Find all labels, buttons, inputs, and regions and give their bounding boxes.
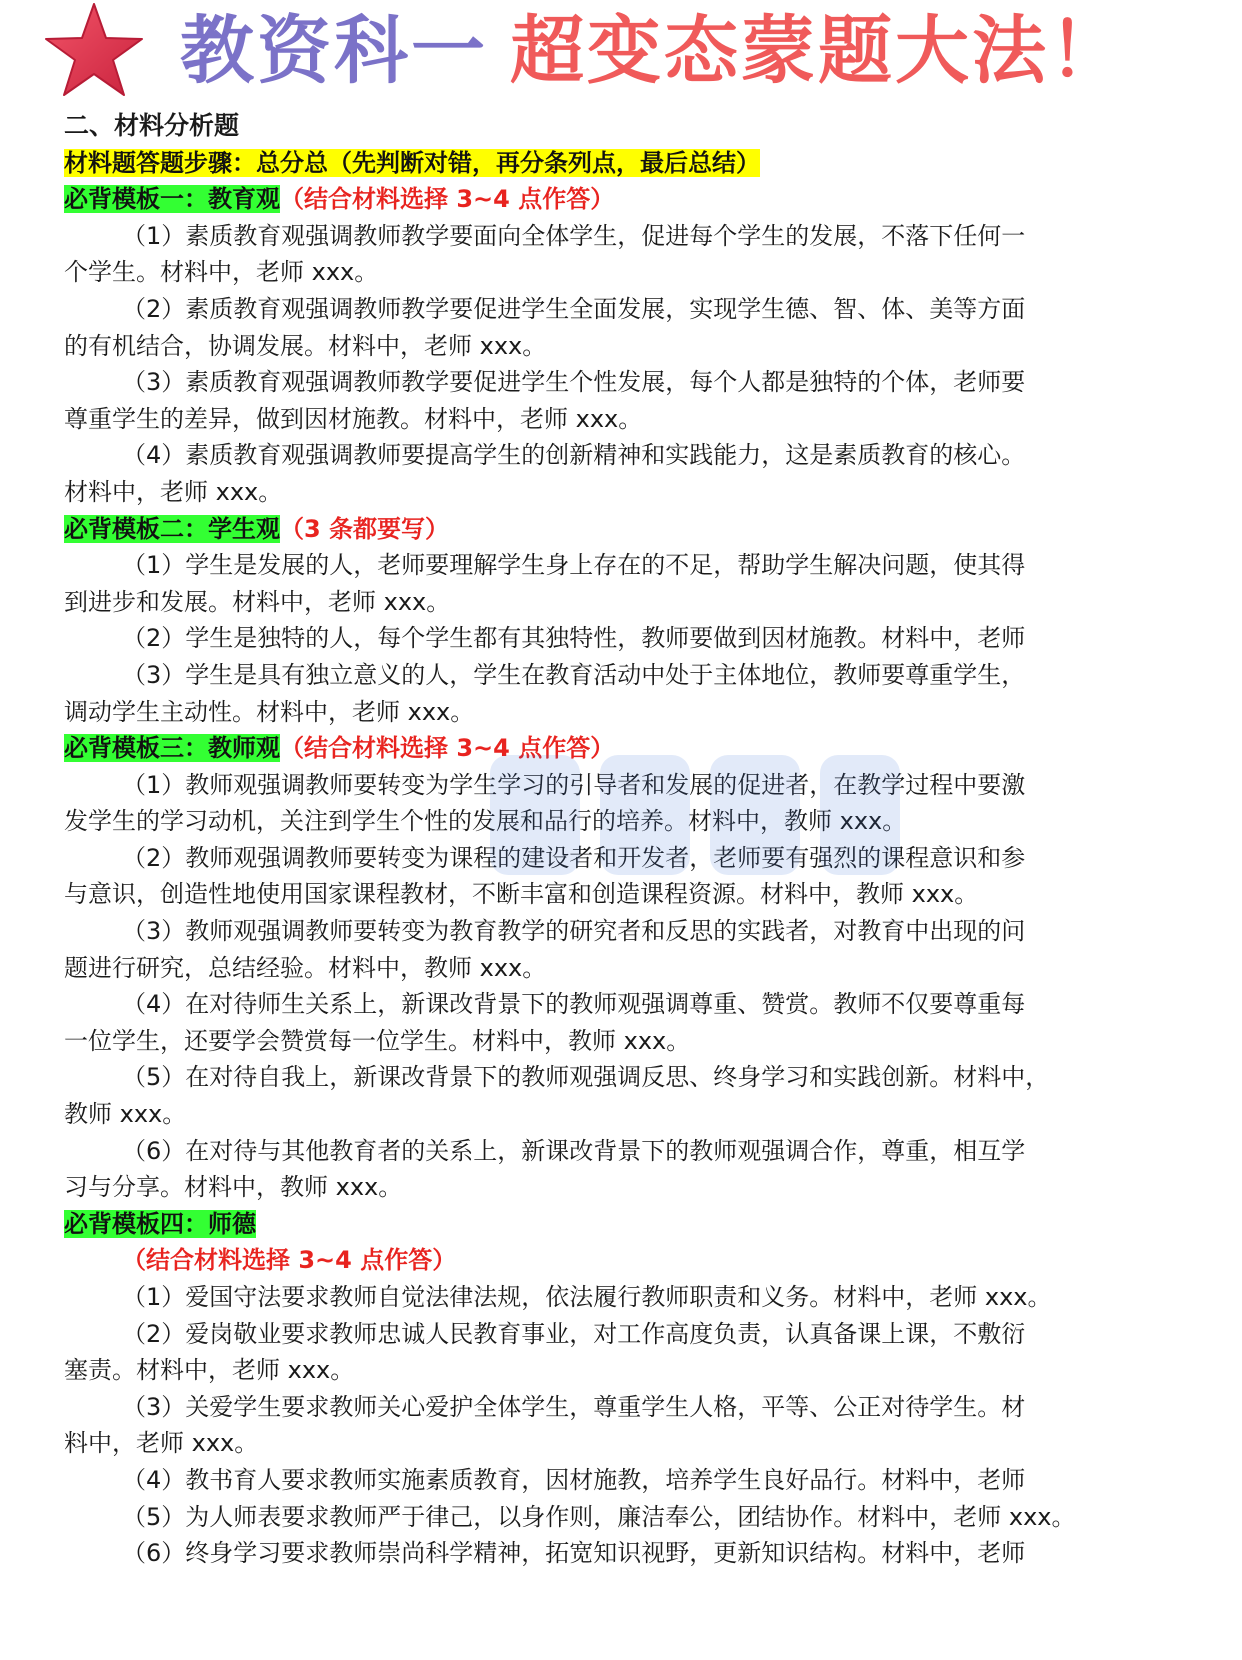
text-line: 题进行研究，总结经验。材料中，教师 xxx。: [64, 953, 547, 982]
section-heading: 二、材料分析题: [64, 111, 240, 140]
text-line: （5）在对待自我上，新课改背景下的教师观强调反思、终身学习和实践创新。材料中，: [122, 1063, 1050, 1092]
template-heading: [64, 181, 1094, 218]
template-heading: [64, 730, 1094, 767]
template-label: 必背模板二：学生观: [64, 514, 280, 543]
page-title: [180, 8, 1126, 94]
text-line: （3）学生是具有独立意义的人，学生在教育活动中处于主体地位，教师要尊重学生，: [122, 660, 1026, 689]
text-line: 的有机结合，协调发展。材料中，老师 xxx。: [64, 331, 547, 360]
text-line: （3）素质教育观强调教师教学要促进学生个性发展，每个人都是独特的个体，老师要: [122, 368, 1026, 397]
title-left: 教资科一: [180, 8, 488, 94]
template-note: （结合材料选择 3~4 点作答）: [280, 734, 615, 763]
text-line: 到进步和发展。材料中，老师 xxx。: [64, 587, 451, 616]
text-line: （1）教师观强调教师要转变为学生学习的引导者和发展的促进者，在教学过程中要激: [122, 770, 1026, 799]
title-right: 超变态蒙题大法！: [510, 8, 1126, 94]
text-line: （4）在对待师生关系上，新课改背景下的教师观强调尊重、赞赏。教师不仅要尊重每: [122, 990, 1026, 1019]
template-heading: [64, 1206, 1094, 1243]
text-line: （5）为人师表要求教师严于律己，以身作则，廉洁奉公，团结协作。材料中，老师 xxx。: [122, 1502, 1076, 1531]
text-line: （2）学生是独特的人，每个学生都有其独特性，教师要做到因材施教。材料中，老师: [122, 624, 1026, 653]
text-line: （1）爱国守法要求教师自觉法律法规，依法履行教师职责和义务。材料中，老师 xxx。: [122, 1283, 1052, 1311]
text-line: （4）素质教育观强调教师要提高学生的创新精神和实践能力，这是素质教育的核心。: [122, 441, 1026, 470]
text-line: （4）教书育人要求教师实施素质教育，因材施教，培养学生良好品行。材料中，老师: [122, 1465, 1026, 1494]
text-line: 个学生。材料中，老师 xxx。: [64, 258, 379, 287]
text-line: （6）终身学习要求教师崇尚科学精神，拓宽知识视野，更新知识结构。材料中，老师: [122, 1539, 1026, 1568]
answer-steps-highlight: 材料题答题步骤：总分总（先判断对错，再分条列点，最后总结）: [64, 148, 760, 177]
template-label: 必背模板四：师德: [64, 1209, 256, 1238]
template-note: （3 条都要写）: [280, 514, 450, 543]
text-line: 发学生的学习动机，关注到学生个性的发展和品行的培养。材料中，教师 xxx。: [64, 807, 907, 836]
text-line: （2）教师观强调教师要转变为课程的建设者和开发者，老师要有强烈的课程意识和参: [122, 843, 1026, 872]
text-line: 材料中，老师 xxx。: [64, 477, 283, 506]
star-icon: [44, 2, 144, 98]
title-banner: [0, 0, 1242, 110]
text-line: （2）爱岗敬业要求教师忠诚人民教育事业，对工作高度负责，认真备课上课，不敷衍: [122, 1319, 1026, 1348]
text-line: 一位学生，还要学会赞赏每一位学生。材料中，教师 xxx。: [64, 1026, 691, 1055]
template-note: （结合材料选择 3~4 点作答）: [122, 1246, 457, 1275]
text-line: （3）教师观强调教师要转变为教育教学的研究者和反思的实践者，对教育中出现的问: [122, 917, 1026, 946]
text-line: （1）学生是发展的人，老师要理解学生身上存在的不足，帮助学生解决问题，使其得: [122, 551, 1026, 580]
text-line: 料中，老师 xxx。: [64, 1429, 259, 1458]
text-line: （6）在对待与其他教育者的关系上，新课改背景下的教师观强调合作，尊重，相互学: [122, 1136, 1026, 1165]
template-label: 必背模板一：教育观: [64, 185, 280, 214]
text-line: （1）素质教育观强调教师教学要面向全体学生，促进每个学生的发展，不落下任何一: [122, 221, 1026, 250]
text-line: 教师 xxx。: [64, 1100, 187, 1129]
text-line: 塞责。材料中，老师 xxx。: [64, 1356, 355, 1385]
text-line: 尊重学生的差异，做到因材施教。材料中，老师 xxx。: [64, 404, 643, 433]
template-label: 必背模板三：教师观: [64, 734, 280, 763]
text-line: 与意识，创造性地使用国家课程教材，不断丰富和创造课程资源。材料中，教师 xxx。: [64, 880, 979, 909]
text-line: 调动学生主动性。材料中，老师 xxx。: [64, 697, 475, 726]
text-line: （2）素质教育观强调教师教学要促进学生全面发展，实现学生德、智、体、美等方面: [122, 294, 1026, 323]
document-body: [64, 108, 1094, 1572]
text-line: 习与分享。材料中，教师 xxx。: [64, 1173, 403, 1202]
template-note: （结合材料选择 3~4 点作答）: [280, 185, 615, 214]
text-line: （3）关爱学生要求教师关心爱护全体学生，尊重学生人格，平等、公正对待学生。材: [122, 1392, 1026, 1421]
template-heading: [64, 511, 1094, 548]
